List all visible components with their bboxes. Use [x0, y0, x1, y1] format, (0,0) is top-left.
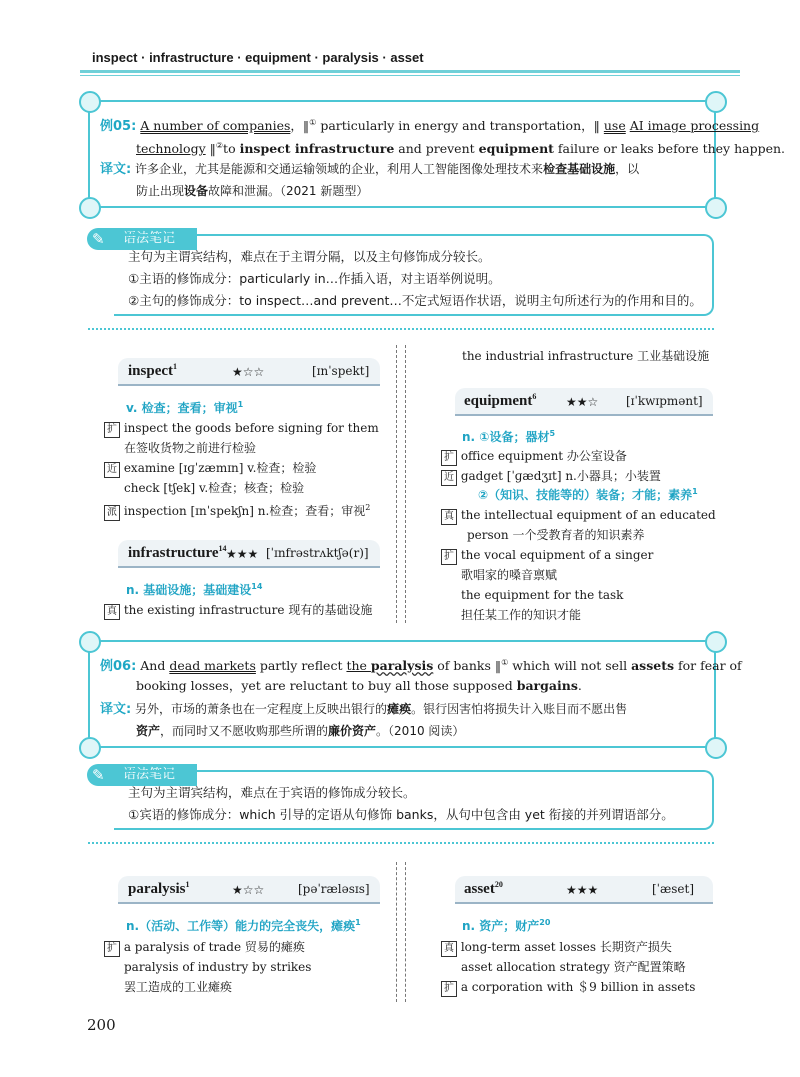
star-rating: ★☆☆: [232, 365, 265, 379]
infrastructure-entries: [104, 600, 389, 620]
column-divider: [396, 345, 406, 623]
entry-row: 近 examine [ɪɡˈzæmɪn] v.检查；检验: [104, 458, 389, 478]
corner-ornament-icon: [705, 737, 727, 759]
example-06-english-line-2: booking losses，yet are reluctant to buy all those supposed bargains.: [136, 678, 582, 693]
page-number: 200: [87, 1016, 116, 1034]
sense-inspect: v. 检查；查看；审视$^1$: [126, 400, 244, 415]
grammar-note-1-line-2: ①主语的修饰成分：particularly in…作插入语，对主语举例说明。: [128, 271, 501, 286]
header-rule: [80, 70, 740, 73]
phonetic: [ˈɪnfrəstrʌktʃə(r)]: [266, 546, 369, 560]
sense-infrastructure: n. 基础设施；基础建设$^{14}$: [126, 582, 263, 597]
equipment-entries-2: [441, 505, 726, 625]
phonetic: [pəˈræləsɪs]: [298, 882, 370, 896]
phonetic: [ɪnˈspekt]: [312, 364, 370, 378]
entry-row: 真 long-term asset losses 长期资产损失: [441, 937, 726, 957]
headword-paralysis: paralysis$^1$: [128, 880, 190, 897]
headword-inspect: inspect$^1$: [128, 362, 177, 379]
star-rating: ★☆☆: [232, 883, 265, 897]
entry-row: 扩 office equipment 办公室设备: [441, 446, 726, 466]
entry-row: 扩 the vocal equipment of a singer: [441, 545, 726, 565]
entry-row: the equipment for the task: [461, 588, 624, 602]
phonetic: [ˈæset]: [652, 882, 695, 896]
phonetic: [ɪˈkwɪpmənt]: [626, 394, 703, 408]
entry-row: 真 the intellectual equipment of an educated: [441, 505, 726, 525]
grammar-note-2-line-1: 主句为主谓宾结构，难点在于宾语的修饰成分较长。: [128, 785, 416, 800]
corner-ornament-icon: [705, 197, 727, 219]
entry-row: 扩 inspect the goods before signing for them: [104, 418, 389, 438]
entry-row: 罢工造成的工业瘫痪: [124, 980, 233, 994]
example-06-translation-line-1: 译文: 另外，市场的萧条也在一定程度上反映出银行的瘫痪。银行因害怕将损失计入账目而不愿出售: [100, 702, 628, 717]
dotted-divider: [88, 842, 714, 844]
entry-row: 扩 a paralysis of trade 贸易的瘫痪: [104, 937, 389, 957]
entry-row: 在签收货物之前进行检验: [124, 441, 257, 455]
corner-ornament-icon: [79, 737, 101, 759]
headword-equipment: equipment$^6$: [464, 392, 537, 409]
example-05-translation-line-1: 译文: 许多企业，尤其是能源和交通运输领域的企业，利用人工智能图像处理技术来检查基础设施，以: [100, 162, 640, 177]
example-06-english-line-1: 例06: And dead markets partly reflect the paralysis of banks ‖① which will not sell assets for fear of: [100, 658, 742, 675]
entry-row: person 一个受教育者的知识素养: [467, 528, 645, 542]
headword-infrastructure: infrastructure$^{14}$: [128, 544, 227, 561]
star-rating: ★★☆: [566, 395, 599, 409]
example-05-translation-line-2: 防止出现设备故障和泄漏。（2021 新题型）: [136, 184, 369, 198]
corner-ornament-icon: [79, 197, 101, 219]
entry-row: asset allocation strategy 资产配置策略: [461, 960, 686, 974]
pen-icon: ✎: [92, 230, 105, 248]
equipment-entries-1: [441, 446, 726, 486]
pen-icon: ✎: [92, 766, 105, 784]
example-06-label: 例06: [100, 659, 132, 675]
dotted-divider: [88, 328, 714, 330]
grammar-note-2-tab: 语法笔记: [87, 764, 197, 786]
headword-asset: asset$^{20}$: [464, 880, 503, 897]
corner-ornament-icon: [79, 631, 101, 653]
asset-entries: [441, 937, 726, 997]
entry-row: check [tʃek] v.检查；核查；检验: [124, 481, 305, 495]
entry-row: 派 inspection [ɪnˈspekʃn] n.检查；查看；审视$^2$: [104, 498, 389, 521]
grammar-note-2-line-2: ①宾语的修饰成分：which 引导的定语从句修饰 banks，从句中包含由 yet 衔接的并列谓语部分。: [128, 807, 674, 822]
example-05-english-line-2: technology ‖②to inspect infrastructure and prevent equipment failure or leaks before they happen.: [136, 141, 785, 157]
entry-row: 真 the existing infrastructure 现有的基础设施: [104, 600, 389, 620]
grammar-note-1-tab: 语法笔记: [87, 228, 197, 250]
entry-row: 近 gadget [ˈɡædʒɪt] n.小器具；小装置: [441, 466, 726, 486]
column-divider: [396, 862, 406, 1002]
star-rating: ★★★: [566, 883, 599, 897]
infrastructure-continued-line: the industrial infrastructure 工业基础设施: [462, 349, 710, 363]
entry-row: paralysis of industry by strikes: [124, 960, 312, 974]
inspect-entries: [104, 418, 389, 521]
sense-equipment-1: n. ①设备；器材$^5$: [462, 429, 556, 444]
corner-ornament-icon: [79, 91, 101, 113]
entry-row: 扩 a corporation with ＄9 billion in assets: [441, 977, 726, 997]
header-rule-thin: [80, 75, 740, 76]
grammar-note-1-line-1: 主句为主谓宾结构，难点在于主谓分隔，以及主句修饰成分较长。: [128, 249, 491, 264]
entry-row: 担任某工作的知识才能: [461, 608, 582, 622]
entry-row: 歌唱家的嗓音禀赋: [461, 568, 558, 582]
example-05-english-line-1: 例05: A number of companies，‖① particularly in energy and transportation，‖ use AI image processing: [100, 118, 760, 135]
sense-asset: n. 资产；财产$^{20}$: [462, 918, 551, 933]
sense-equipment-2: ②（知识、技能等的）装备；才能；素养$^1$: [478, 487, 698, 502]
paralysis-entries: [104, 937, 389, 997]
running-head: inspect · infrastructure · equipment · paralysis · asset: [92, 50, 424, 65]
sense-paralysis: n.（活动、工作等）能力的完全丧失，瘫痪$^1$: [126, 918, 361, 933]
grammar-note-1-line-3: ②主句的修饰成分：to inspect…and prevent…不定式短语作状语，说明主句所述行为的作用和目的。: [128, 293, 702, 308]
example-05-label: 例05: [100, 119, 132, 135]
example-06-translation-line-2: 资产，而同时又不愿收购那些所谓的廉价资产。（2010 阅读）: [136, 724, 465, 738]
star-rating: ★★★: [226, 547, 259, 561]
